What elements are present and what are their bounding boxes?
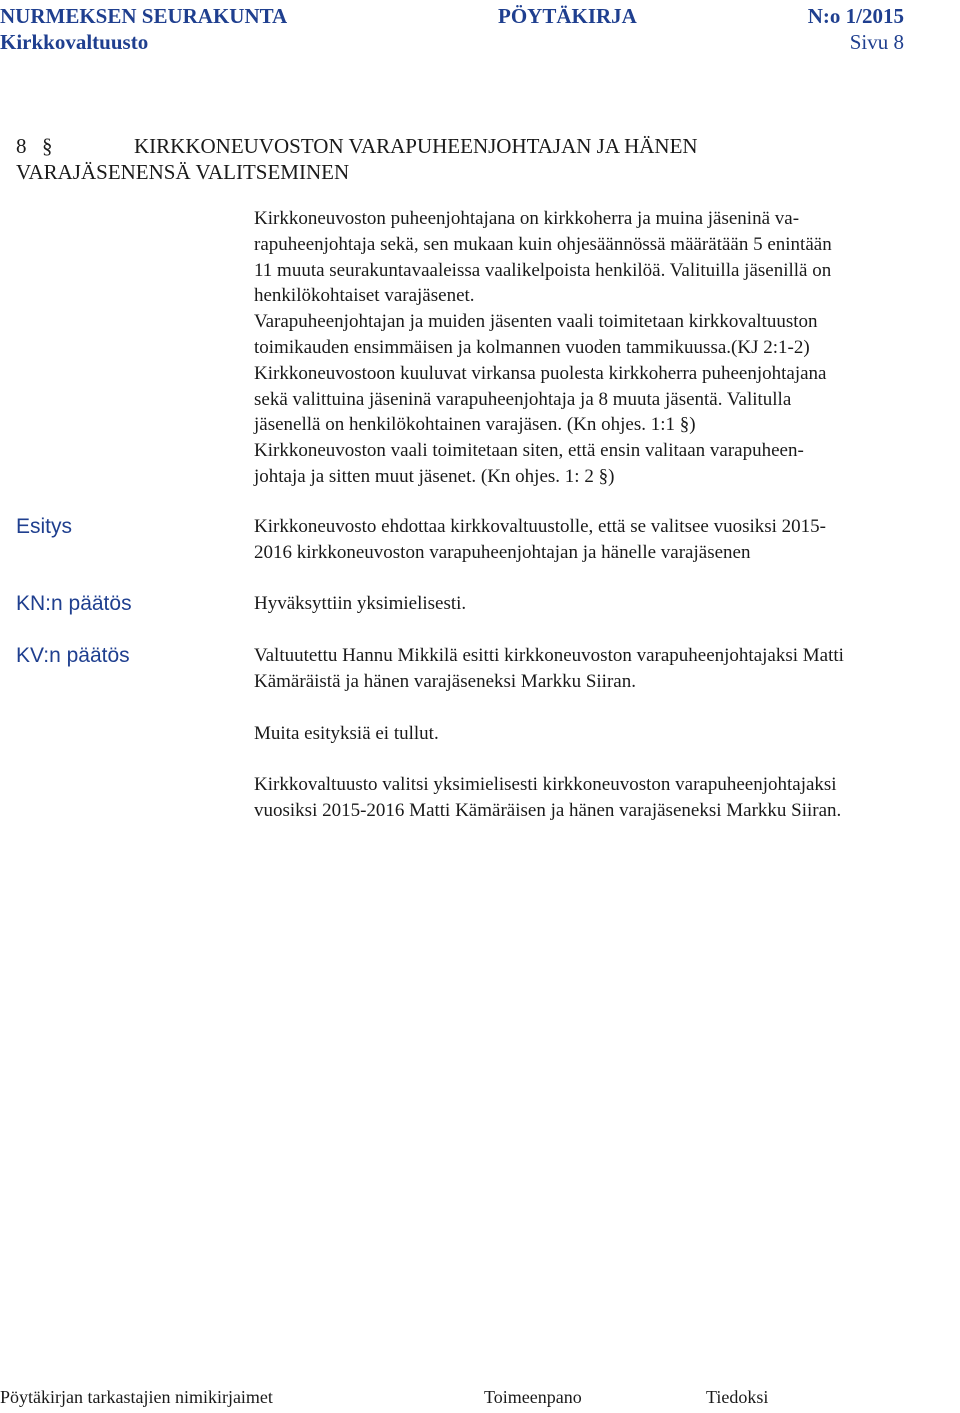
footer-execution: Toimeenpano <box>484 1387 582 1407</box>
section-number: 8 <box>16 134 27 158</box>
governing-body: Kirkkovaltuusto <box>0 30 149 54</box>
kv-p3-line-1: Kirkkovaltuusto valitsi yksimielisesti kirkkoneuvoston varapuheenjohtajaksi <box>254 774 837 796</box>
intro-line: Kirkkoneuvostoon kuuluvat virkansa puolesta kirkkoherra puheenjohtajana <box>254 362 827 384</box>
intro-line: Kirkkoneuvoston vaali toimitetaan siten, että ensin valitaan varapuheen- <box>254 440 804 462</box>
paragraph-symbol: § <box>42 134 53 158</box>
kv-p1-line-1: Valtuutettu Hannu Mikkilä esitti kirkkoneuvoston varapuheenjohtajaksi Matti <box>254 645 844 666</box>
section-title-line-1: KIRKKONEUVOSTON VARAPUHEENJOHTAJAN JA HÄNEN <box>134 134 698 158</box>
intro-line: jäsenellä on henkilökohtainen varajäsen. (Kn ohjes. 1:1 §) <box>254 414 696 436</box>
kv-decision-paragraph-2: Muita esityksiä ei tullut. <box>254 722 439 744</box>
footer-notices: Tiedoksi <box>706 1387 769 1407</box>
intro-line: johtaja ja sitten muut jäsenet. (Kn ohjes. 1: 2 §) <box>254 465 615 487</box>
kv-p3-line-2: vuosiksi 2015-2016 Matti Kämäräisen ja hänen varajäseneksi Markku Siiran. <box>254 800 842 822</box>
intro-line: henkilökohtaiset varajäsenet. <box>254 285 475 307</box>
page-number: Sivu 8 <box>849 30 904 54</box>
footer-signatures: Pöytäkirjan tarkastajien nimikirjaimet <box>0 1387 273 1407</box>
proposal-line-1: Kirkkoneuvosto ehdottaa kirkkovaltuustolle, että se valitsee vuosiksi 2015- <box>254 516 827 537</box>
proposal-label: Esitys <box>16 515 73 538</box>
parish-name: NURMEKSEN SEURAKUNTA <box>0 4 288 28</box>
section-title <box>16 133 916 185</box>
intro-line: sekä valittuina jäseninä varapuheenjohtaja ja 8 muuta jäsentä. Valitulla <box>254 388 792 410</box>
intro-line: toimikauden ensimmäisen ja kolmannen vuoden tammikuussa.(KJ 2:1-2) <box>254 336 810 358</box>
intro-line: 11 muuta seurakuntavaaleissa vaalikelpoista henkilöä. Valituilla jäsenillä on <box>254 259 832 281</box>
kn-decision-label: KN:n päätös <box>16 592 132 615</box>
section-title-line-2: VARAJÄSENENSÄ VALITSEMINEN <box>16 160 350 184</box>
document-footer <box>0 1386 960 1410</box>
kv-decision-text <box>254 643 946 850</box>
kv-decision-label: KV:n päätös <box>16 644 130 667</box>
document-type: PÖYTÄKIRJA <box>498 4 637 28</box>
kv-p1-line-2: Kämäräistä ja hänen varajäseneksi Markku Siiran. <box>254 670 636 692</box>
intro-line: Kirkkoneuvoston puheenjohtajana on kirkkoherra ja muina jäseninä va- <box>254 208 800 229</box>
kv-decision-paragraph-1 <box>254 643 946 695</box>
kv-decision-paragraph-3 <box>254 772 946 824</box>
proposal-text <box>254 514 946 566</box>
proposal-line-2: 2016 kirkkoneuvoston varapuheenjohtajan ja hänelle varajäsenen <box>254 541 751 563</box>
document-number: N:o 1/2015 <box>807 4 904 28</box>
kn-decision-text: Hyväksyttiin yksimielisesti. <box>254 593 467 614</box>
intro-line: Varapuheenjohtajan ja muiden jäsenten vaali toimitetaan kirkkovaltuuston <box>254 311 818 333</box>
intro-text <box>254 206 946 490</box>
intro-line: rapuheenjohtaja sekä, sen mukaan kuin ohjesäännössä määrätään 5 enintään <box>254 233 832 255</box>
